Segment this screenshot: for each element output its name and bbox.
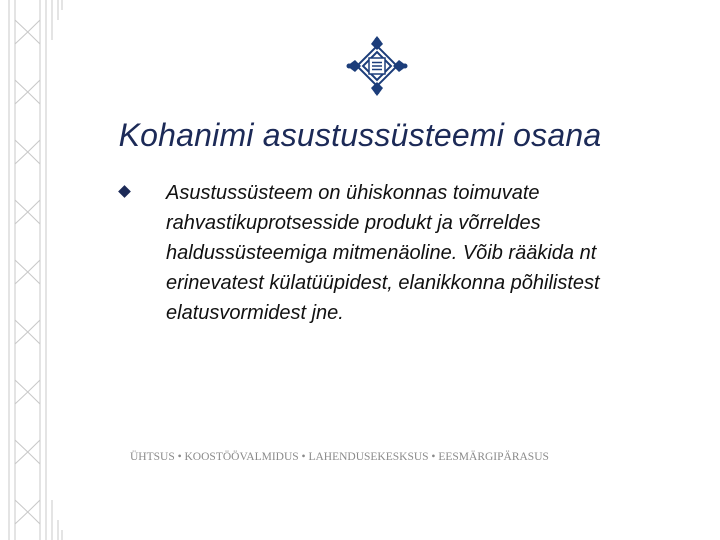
diamond-bullet-icon <box>118 185 131 198</box>
bullet-text: Asustussüsteem on ühiskonnas toimuvate rahvastikuprotsesside produkt ja võrreldes haldussüsteemiga mitmenäoline. Võib rääkida nt erinevatest külatüüpidest, elanikkonna põhilistest elatusvormidest jne. <box>166 182 600 324</box>
footer-values: ÜHTSUS • KOOSTÖÖVALMIDUS • LAHENDUSEKESKSUS • EESMÄRGIPÄRASUS <box>130 451 549 463</box>
left-border-ornament <box>0 0 110 540</box>
bullet-list <box>118 178 678 328</box>
slide-title: Kohanimi asustussüsteemi osana <box>118 117 602 153</box>
list-item <box>118 178 678 328</box>
coat-of-arms-emblem <box>343 34 411 98</box>
